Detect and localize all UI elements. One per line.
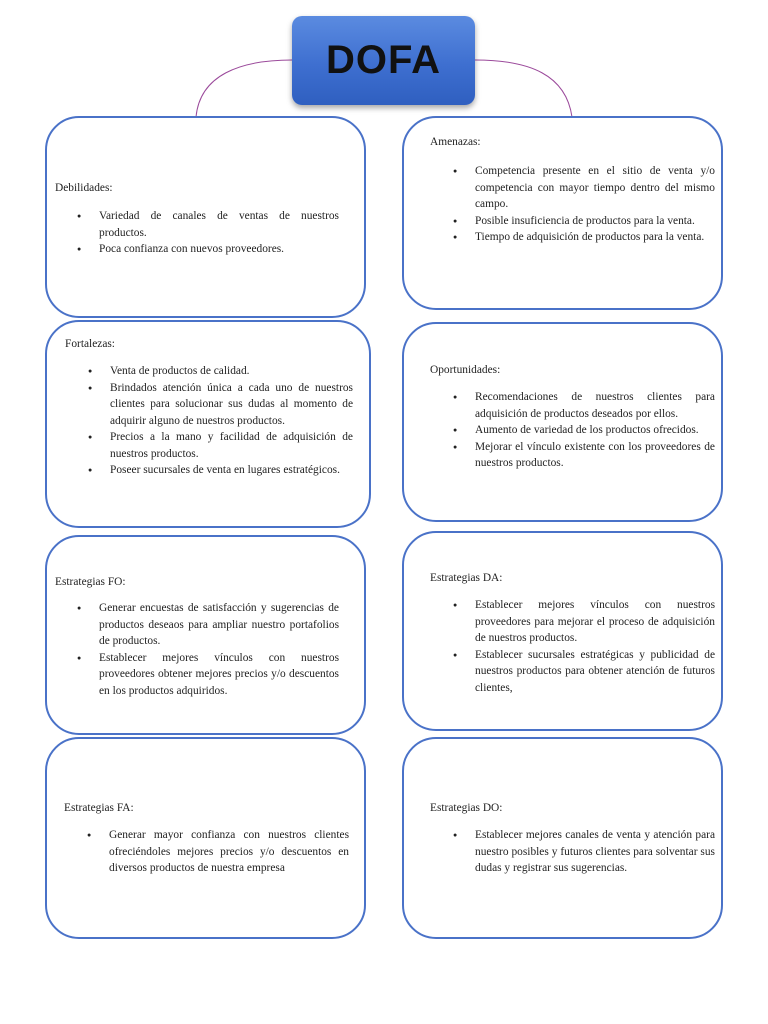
list-item: ● Establecer mejores vínculos con nuestros proveedores obtener mejores precios y/o descuentos en los productos adquiridos. [99,650,339,700]
card-list [99,600,339,699]
card-list [110,363,353,479]
list-item: ● Poseer sucursales de venta en lugares estratégicos. [110,462,353,479]
card-heading: Estrategias FO: [55,576,126,588]
card-list [475,163,715,246]
list-item: ● Tiempo de adquisición de productos para la venta. [475,229,715,246]
card-list [475,827,715,877]
list-item: ● Poca confianza con nuevos proveedores. [99,241,339,258]
card-estrategias-fo [45,535,366,735]
card-heading: Oportunidades: [430,364,501,376]
list-item: ● Aumento de variedad de los productos ofrecidos. [475,422,715,439]
card-amenazas [402,116,723,310]
card-heading: Estrategias DA: [430,572,503,584]
card-estrategias-fa [45,737,366,939]
list-item: ● Mejorar el vínculo existente con los proveedores de nuestros productos. [475,439,715,472]
list-item: ● Establecer sucursales estratégicas y publicidad de nuestros productos para obtener atención de futuros clientes, [475,647,715,697]
list-item: ● Generar encuestas de satisfacción y sugerencias de productos deseaos para ampliar nuestro portafolios de productos. [99,600,339,650]
list-item: ● Establecer mejores canales de venta y atención para nuestro posibles y futuros clientes para solventar sus dudas y registrar sus sugerencias. [475,827,715,877]
card-heading: Fortalezas: [65,338,115,350]
card-oportunidades [402,322,723,522]
card-heading: Estrategias FA: [64,802,134,814]
card-list [99,208,339,258]
card-list [475,597,715,696]
card-heading: Amenazas: [430,136,481,148]
list-item: ● Recomendaciones de nuestros clientes para adquisición de productos deseados por ellos. [475,389,715,422]
list-item: ● Venta de productos de calidad. [110,363,353,380]
card-estrategias-do [402,737,723,939]
list-item: ● Precios a la mano y facilidad de adquisición de nuestros productos. [110,429,353,462]
dofa-title-box [292,16,475,105]
list-item: ● Posible insuficiencia de productos para la venta. [475,213,715,230]
card-estrategias-da [402,531,723,731]
card-list [109,827,349,877]
card-heading: Debilidades: [55,182,113,194]
dofa-title: DOFA [325,38,442,82]
connector-left [196,60,292,117]
list-item: ● Generar mayor confianza con nuestros clientes ofreciéndoles mejores precios y/o descuentos en diversos productos de nuestra empresa [109,827,349,877]
card-heading: Estrategias DO: [430,802,503,814]
list-item: ● Brindados atención única a cada uno de nuestros clientes para solucionar sus dudas al momento de adquirir alguno de nuestros productos. [110,380,353,430]
list-item: ● Competencia presente en el sitio de venta y/o competencia con mayor tiempo dentro del mismo campo. [475,163,715,213]
card-fortalezas [45,320,371,528]
list-item: ● Variedad de canales de ventas de nuestros productos. [99,208,339,241]
card-debilidades [45,116,366,318]
connector-right [475,60,572,117]
card-list [475,389,715,472]
list-item: ● Establecer mejores vínculos con nuestros proveedores para mejorar el proceso de adquisición de nuestros productos. [475,597,715,647]
